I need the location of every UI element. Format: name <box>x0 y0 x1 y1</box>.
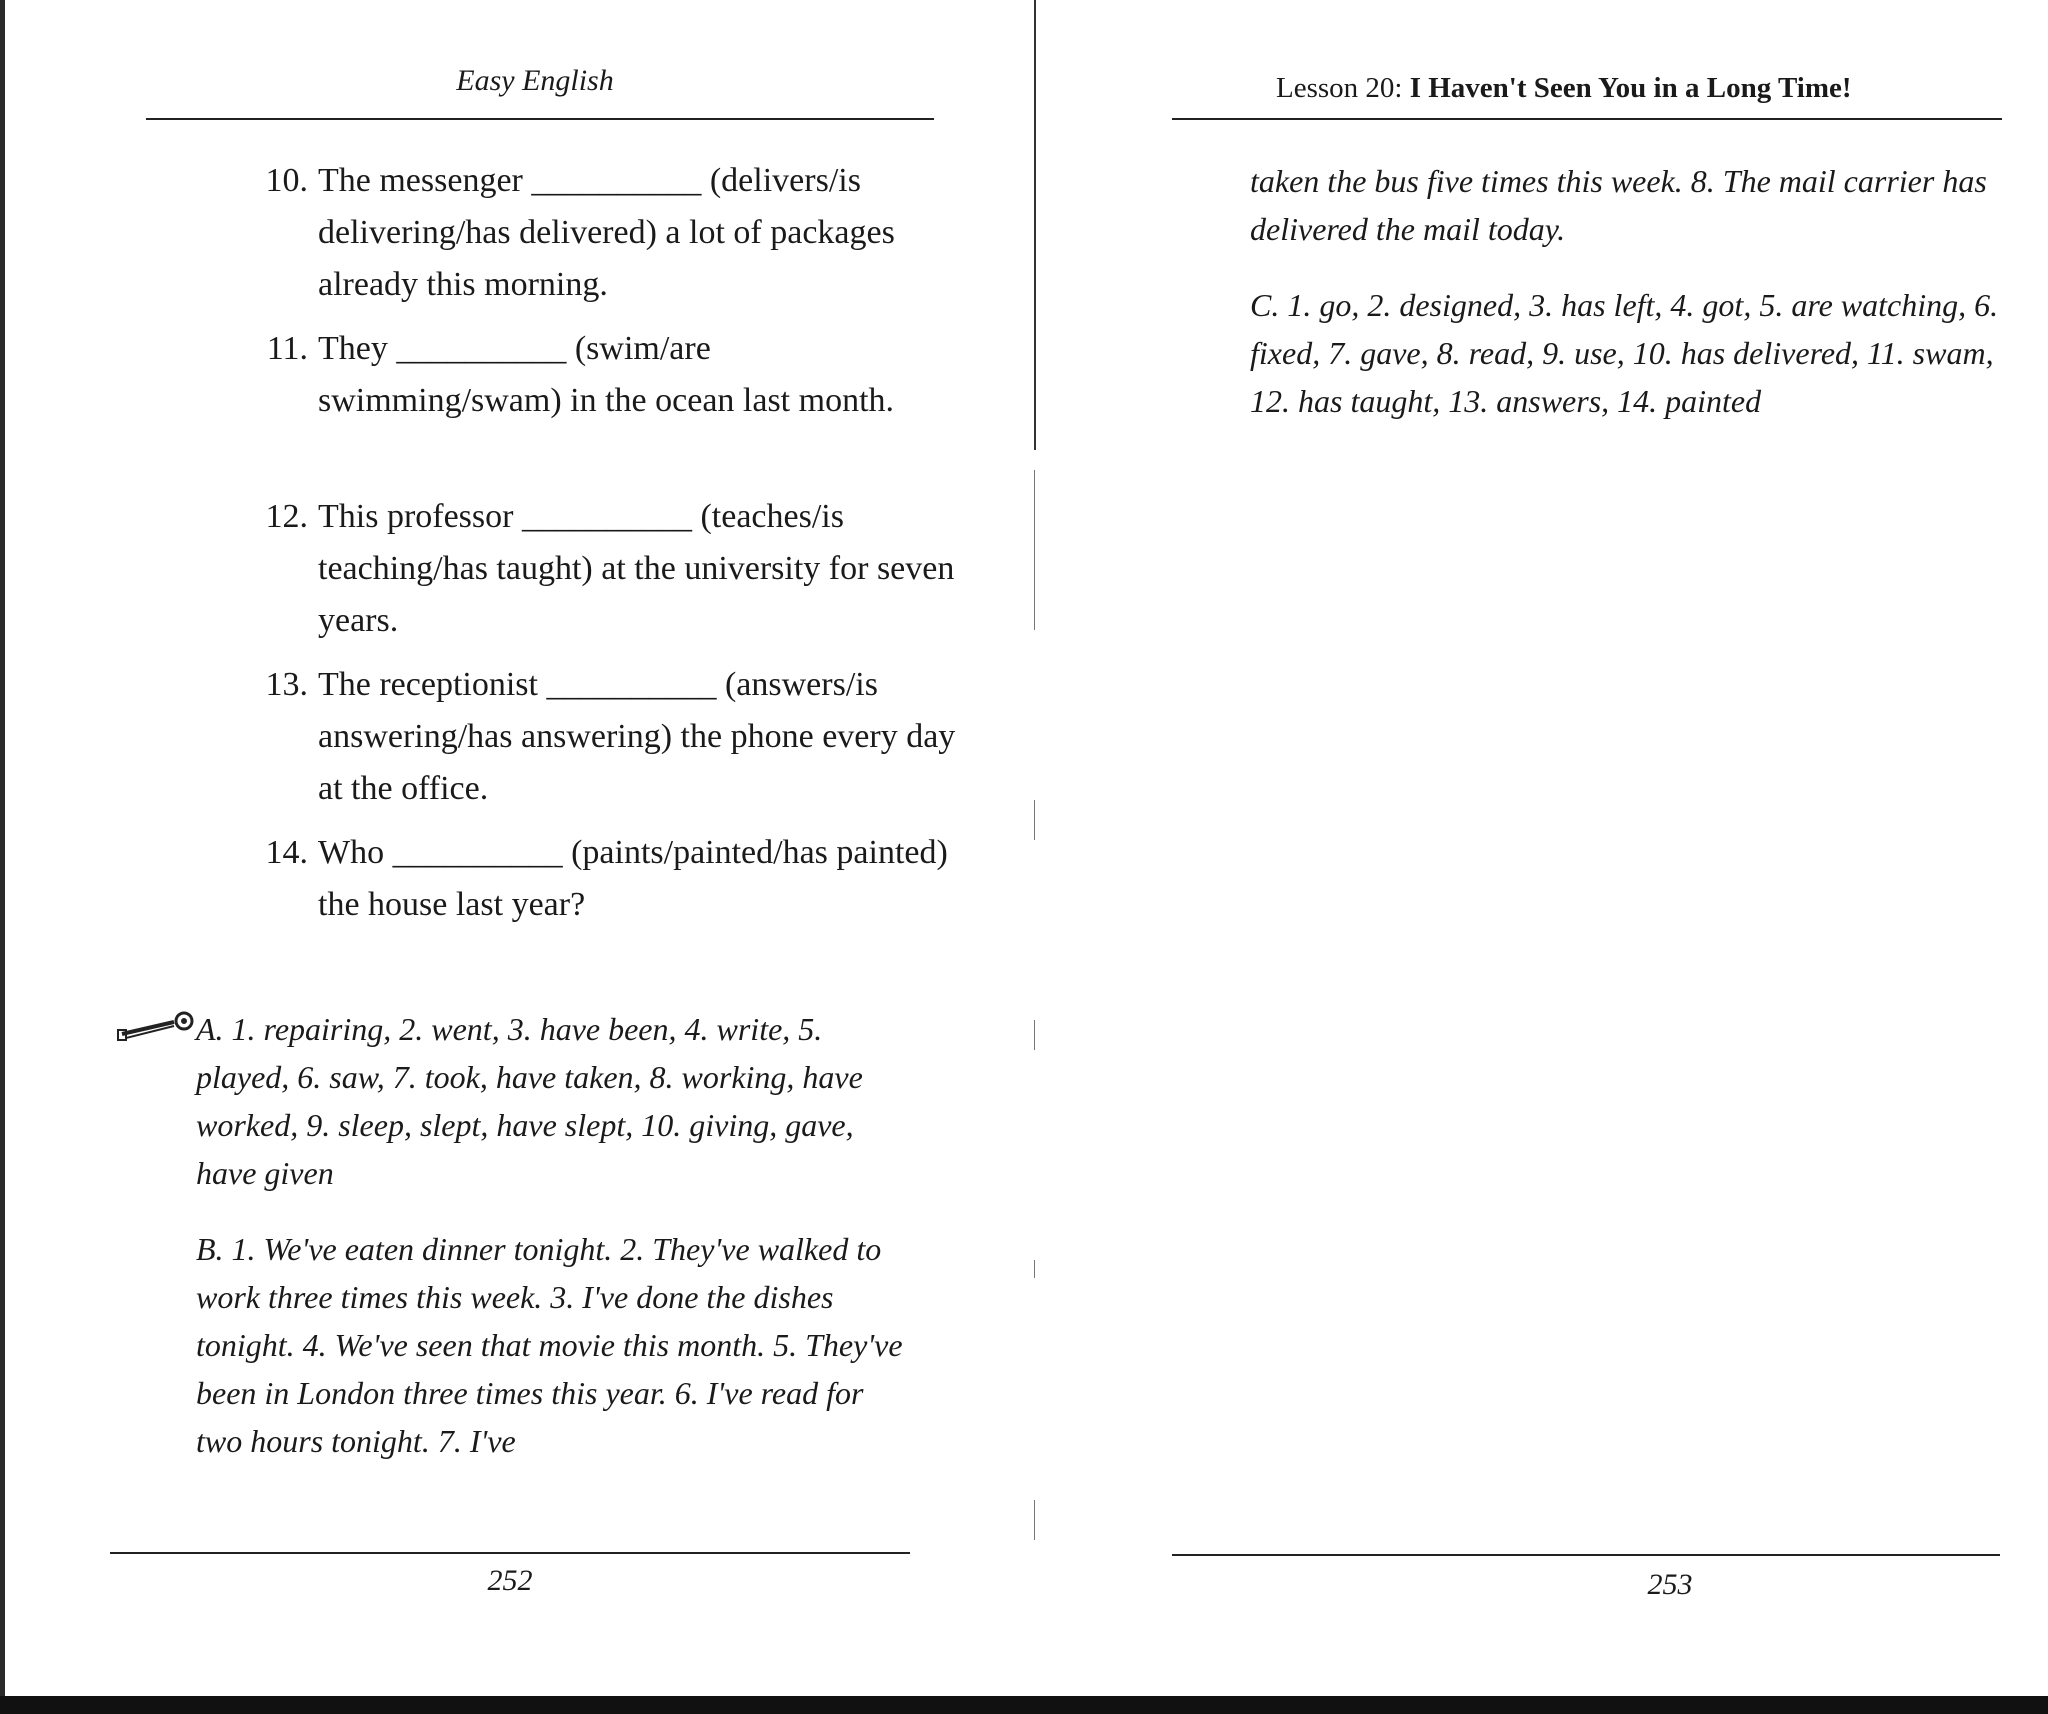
left-page <box>0 0 1034 1696</box>
answer-key-b-continued: taken the bus five times this week. 8. The mail carrier has delivered the mail today. <box>1250 163 1987 247</box>
exercise-text: This professor __________ (teaches/is teaching/has taught) at the university for seven years. <box>318 498 955 639</box>
running-header <box>1276 72 1852 105</box>
lesson-title: I Haven't Seen You in a Long Time! <box>1409 72 1852 104</box>
exercise-text: Who __________ (paints/painted/has painted) the house last year? <box>318 834 948 923</box>
right-page <box>1036 0 2048 1696</box>
exercise-text: The receptionist __________ (answers/is answering/has answering) the phone every day at the office. <box>318 666 956 807</box>
header-rule <box>1172 118 2002 120</box>
running-header: Easy English <box>456 64 614 97</box>
answer-key-a: A. 1. repairing, 2. went, 3. have been, 4. write, 5. played, 6. saw, 7. took, have taken, 8. working, have worked, 9. sleep, slept, have slept, 10. giving, gave, have given <box>196 1011 863 1191</box>
exercise-number: 10. <box>265 162 308 199</box>
answer-key-b: B. 1. We've eaten dinner tonight. 2. They've walked to work three times this week. 3. I've done the dishes tonight. 4. We've seen that movie this month. 5. They've been in London three times this year. 6. I've read for two hours tonight. 7. I've <box>196 1231 903 1459</box>
header-rule <box>146 118 934 120</box>
gutter-shadow <box>1034 1020 1035 1050</box>
exercise-number: 12. <box>265 498 308 535</box>
lesson-label: Lesson 20: <box>1276 72 1410 104</box>
footer-rule <box>110 1552 910 1554</box>
key-icon <box>112 1010 202 1050</box>
scan-edge-bottom <box>0 1696 2048 1714</box>
gutter-shadow <box>1034 1260 1035 1278</box>
footer-rule <box>1172 1554 2000 1556</box>
gutter-shadow <box>1034 470 1035 630</box>
exercise-number: 13. <box>265 666 308 703</box>
exercise-number: 11. <box>266 330 308 367</box>
page-number: 253 <box>1647 1568 1693 1601</box>
gutter-shadow <box>1034 1500 1035 1540</box>
gutter-shadow <box>1034 800 1035 840</box>
answer-key-c: C. 1. go, 2. designed, 3. has left, 4. got, 5. are watching, 6. fixed, 7. gave, 8. read, 9. use, 10. has delivered, 11. swam, 12. has taught, 13. answers, 14. painted <box>1250 287 1999 419</box>
page-number: 252 <box>487 1564 533 1597</box>
exercise-text: They __________ (swim/are swimming/swam) in the ocean last month. <box>318 330 895 419</box>
exercise-number: 14. <box>265 834 308 871</box>
exercise-text: The messenger __________ (delivers/is delivering/has delivered) a lot of packages already this morning. <box>318 162 895 303</box>
